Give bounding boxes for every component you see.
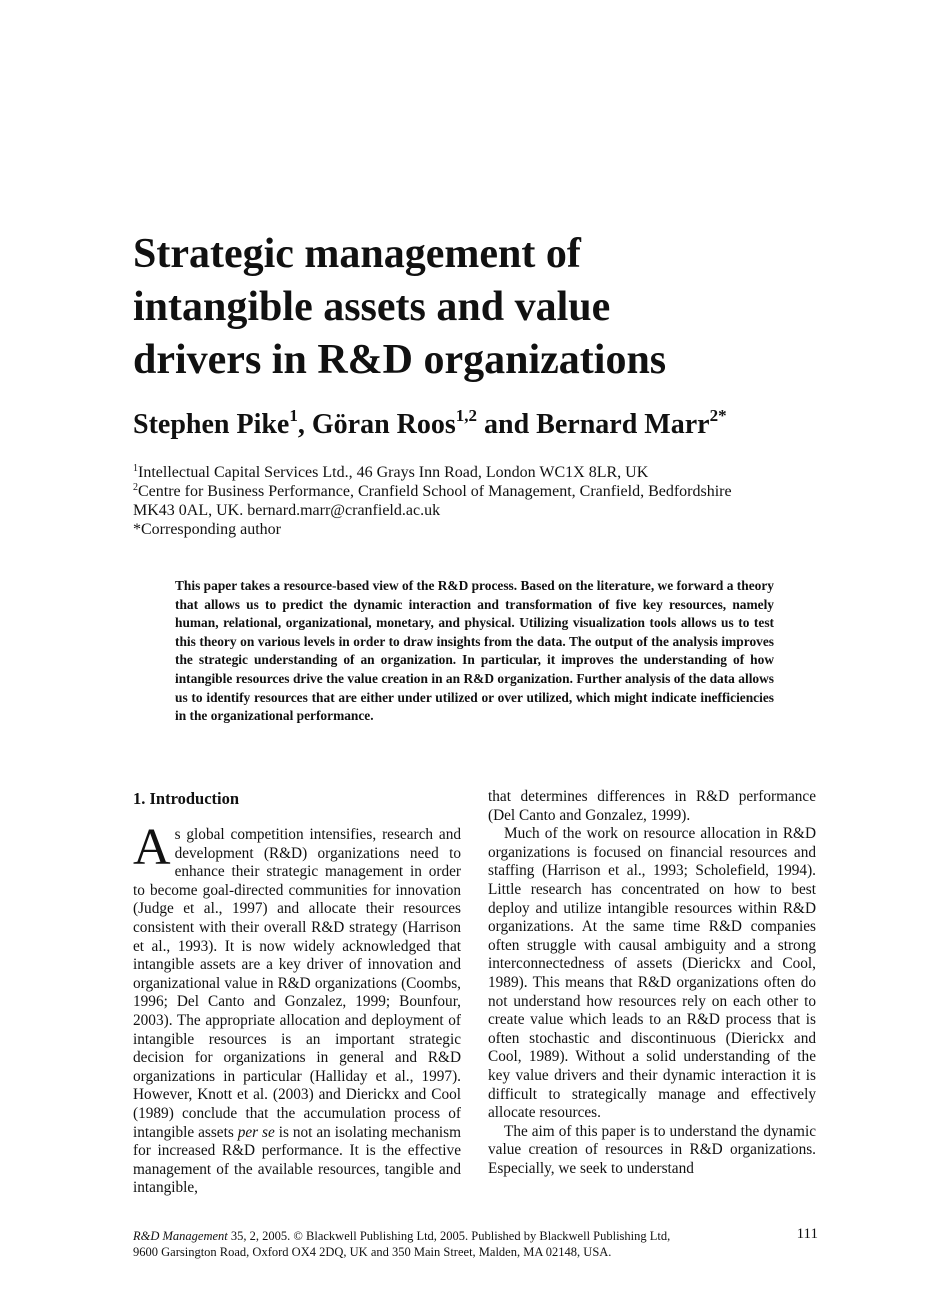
page-number: 111 [796, 1226, 818, 1242]
section-heading: 1. Introduction [133, 789, 240, 808]
journal-name: R&D Management [133, 1229, 228, 1243]
author-affiliation-mark: 2* [709, 406, 727, 425]
title-line: drivers in R&D organizations [133, 337, 667, 383]
author-affiliation-mark: 1,2 [455, 406, 478, 425]
affiliation-mark: 1 [133, 463, 138, 474]
corresponding-author-note: *Corresponding author [133, 521, 281, 538]
author-name: Bernard Marr [536, 409, 710, 440]
paragraph: that determines differences in R&D performance (Del Canto and Gonzalez, 1999). [488, 788, 816, 824]
italic-phrase: per se [237, 1123, 275, 1141]
left-column [133, 788, 461, 1198]
title-line: Strategic management of [133, 231, 581, 277]
drop-cap: A [133, 819, 171, 876]
paragraph: The aim of this paper is to understand the dynamic value creation of resources in R&D organizations. Especially, we seek to understand [488, 1122, 816, 1177]
author-separator: and [477, 409, 537, 440]
affiliation-text: Intellectual Capital Services Ltd., 46 Grays Inn Road, London WC1X 8LR, UK [138, 464, 649, 481]
intro-paragraph [133, 819, 462, 1198]
affiliation-line [133, 463, 833, 482]
paper-title [133, 228, 813, 387]
affiliation-line: MK43 0AL, UK. bernard.marr@cranfield.ac.uk [133, 502, 441, 519]
footer-text: 35, 2, 2005. © Blackwell Publishing Ltd, 2005. Published by Blackwell Publishing Ltd, [227, 1229, 671, 1243]
author-affiliation-mark: 1 [289, 406, 298, 425]
right-column [488, 788, 816, 1178]
author-name: Göran Roos [311, 409, 456, 440]
title-line: intangible assets and value [133, 284, 611, 330]
page-footer [133, 1228, 818, 1260]
paragraph-text: s global competition intensifies, research and development (R&D) organizations need to enhance their strategic management in order to become goal-directed communities for innovation (Judge et al., 1997) and allocate their resources consistent with their overall R&D strategy (Harrison et al., 1993). It is now widely acknowledged that intangible assets are a key driver of innovation and organizational value in R&D organizations (Coombs, 1996; Del Canto and Gonzalez, 1999; Bounfour, 2003). The appropriate allocation and deployment of intangible resources is an important strategic decision for organizations in general and R&D organizations in particular (Halliday et al., 1997). However, Knott et al. (2003) and Dierickx and Cool (1989) conclude that the accumulation process of intangible assets [133, 826, 461, 1141]
affiliation-text: Centre for Business Performance, Cranfield School of Management, Cranfield, Bedfordshire [138, 483, 732, 500]
paragraph-text: is not an isolating mechanism for increased R&D performance. It is the effective management of the available resources, tangible and intangible, [133, 1123, 462, 1197]
author-name: Stephen Pike [133, 409, 290, 440]
paragraph: Much of the work on resource allocation in R&D organizations is focused on financial resources and staffing (Harrison et al., 1993; Scholefield, 1994). Little research has concentrated on how to best deploy and utilize intangible resources within R&D organizations. At the same time R&D companies often struggle with causal ambiguity and a strong interconnectedness of assets (Dierickx and Cool, 1989). This means that R&D organizations often do not understand how resources rely on each other to create value which leads to an R&D process that is often stochastic and discontinuous (Dierickx and Cool, 1989). Without a solid understanding of the key value drivers and their dynamic interaction it is difficult to strategically manage and effectively allocate resources. [488, 825, 816, 1122]
footer-citation [133, 1228, 670, 1244]
affiliation-line [133, 482, 833, 501]
author-separator: , [297, 409, 312, 440]
author-list [133, 405, 833, 445]
abstract: This paper takes a resource-based view of the R&D process. Based on the literature, we forward a theory that allows us to predict the dynamic interaction and transformation of five key resources, namely human, relational, organizational, monetary, and physical. Utilizing visualization tools allows us to test this theory on various levels in order to draw insights from the data. The output of the analysis improves the strategic understanding of an organization. In particular, it improves the understanding of how intangible resources drive the value creation in an R&D organization. Further analysis of the data allows us to identify resources that are either under utilized or over utilized, which might indicate inefficiencies in the organizational performance. [175, 578, 774, 724]
affiliation-mark: 2 [133, 482, 138, 493]
footer-address: 9600 Garsington Road, Oxford OX4 2DQ, UK and 350 Main Street, Malden, MA 02148, USA. [133, 1245, 612, 1259]
affiliations [133, 463, 833, 539]
